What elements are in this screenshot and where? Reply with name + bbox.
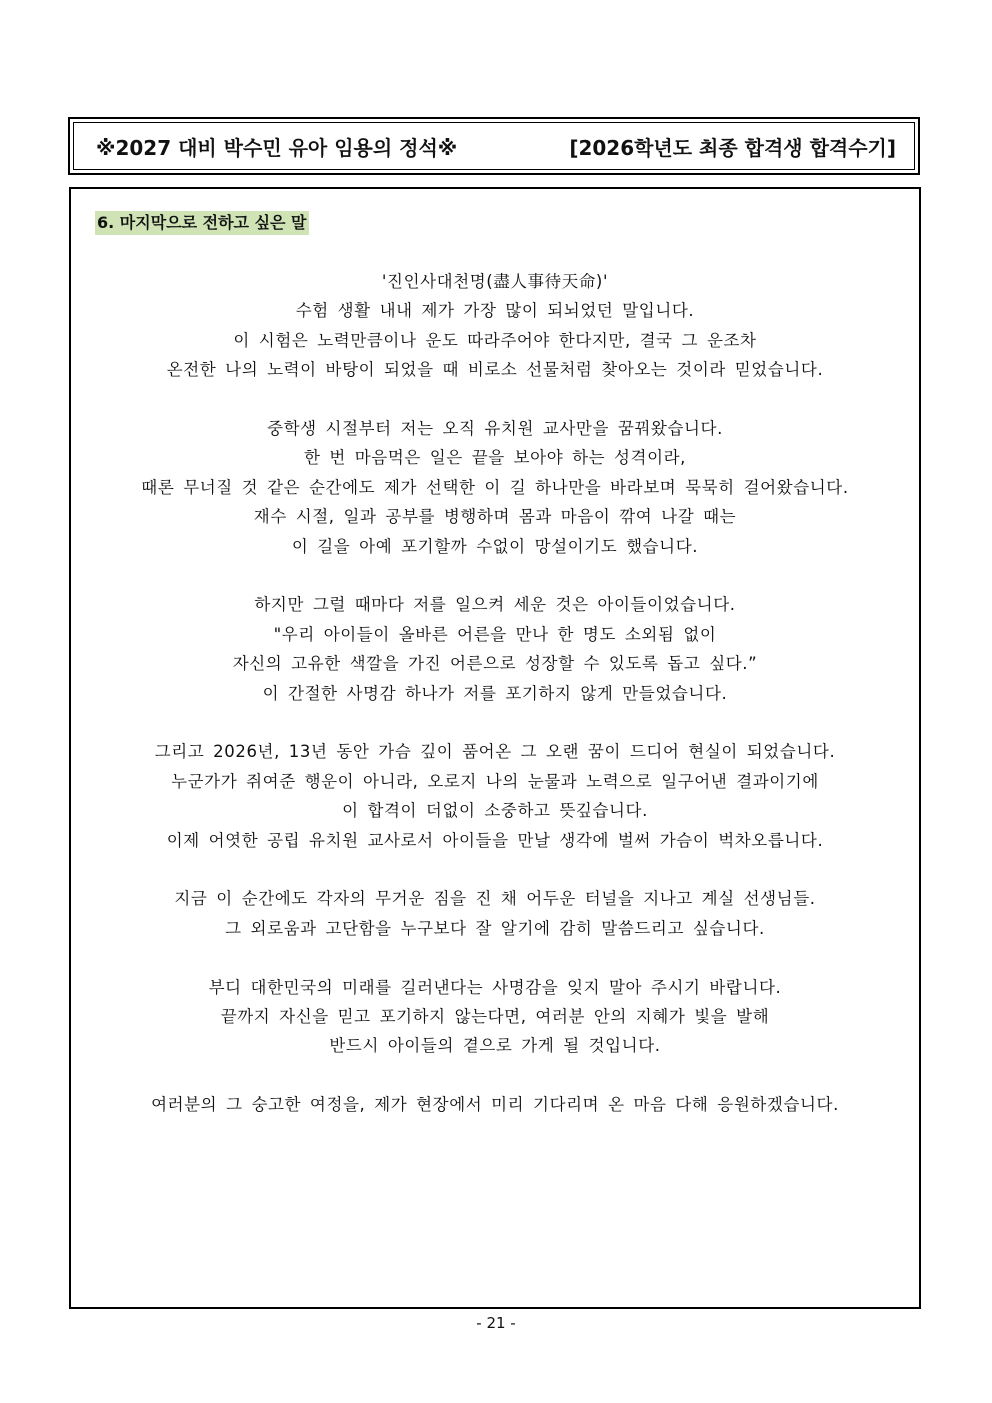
text-line: 온전한 나의 노력이 바탕이 되었을 때 비로소 선물처럼 찾아오는 것이라 믿었습니다. <box>166 360 824 380</box>
paragraph <box>71 1090 919 1119</box>
text-line: 이 간절한 사명감 하나가 저를 포기하지 않게 만들었습니다. <box>262 683 728 703</box>
text-line: 그 외로움과 고단함을 누구보다 잘 알기에 감히 말씀드리고 싶습니다. <box>225 918 765 938</box>
paragraph <box>71 973 919 1061</box>
text-line: 이 길을 아예 포기할까 수없이 망설이기도 했습니다. <box>291 536 699 556</box>
text-line: 한 번 마음먹은 일은 끝을 보아야 하는 성격이라, <box>304 448 686 468</box>
content-box <box>69 187 921 1309</box>
text-line: 수험 생활 내내 제가 가장 많이 되뇌었던 말입니다. <box>295 301 695 321</box>
paragraph <box>71 267 919 385</box>
paragraph <box>71 737 919 855</box>
text-line: 지금 이 순간에도 각자의 무거운 짐을 진 채 어두운 터널을 지나고 계실 선생님들. <box>174 889 816 909</box>
header-inner-border <box>73 122 915 170</box>
text-line: 재수 시절, 일과 공부를 병행하며 몸과 마음이 깎여 나갈 때는 <box>253 507 737 527</box>
paragraph <box>71 884 919 943</box>
text-line: 끝까지 자신을 믿고 포기하지 않는다면, 여러분 안의 지혜가 빛을 발해 <box>220 1007 770 1027</box>
section-heading: 6. 마지막으로 전하고 싶은 말 <box>95 211 309 235</box>
paragraph <box>71 414 919 561</box>
text-line: 이제 어엿한 공립 유치원 교사로서 아이들을 만날 생각에 벌써 가슴이 벅차오릅니다. <box>166 830 824 850</box>
text-line: 그리고 2026년, 13년 동안 가슴 깊이 품어온 그 오랜 꿈이 드디어 현실이 되었습니다. <box>154 742 836 762</box>
text-line: 여러분의 그 숭고한 여정을, 제가 현장에서 미리 기다리며 온 마음 다해 응원하겠습니다. <box>151 1095 839 1115</box>
text-line: 누군가가 쥐여준 행운이 아니라, 오로지 나의 눈물과 노력으로 일구어낸 결과이기에 <box>171 771 819 791</box>
paragraph <box>71 590 919 708</box>
text-line: 중학생 시절부터 저는 오직 유치원 교사만을 꿈꿔왔습니다. <box>267 419 723 439</box>
text-line: 이 합격이 더없이 소중하고 뜻깊습니다. <box>342 801 648 821</box>
text-line: 자신의 고유한 색깔을 가진 어른으로 성장할 수 있도록 돕고 싶다.” <box>232 654 758 674</box>
text-line: 부디 대한민국의 미래를 길러낸다는 사명감을 잊지 말아 주시기 바랍니다. <box>208 977 782 997</box>
document-header <box>68 117 920 175</box>
text-line: 하지만 그럴 때마다 저를 일으켜 세운 것은 아이들이었습니다. <box>254 595 736 615</box>
text-line: 반드시 아이들의 곁으로 가게 될 것입니다. <box>329 1036 661 1056</box>
header-left-title: ※2027 대비 박수민 유아 임용의 정석※ <box>96 135 458 160</box>
text-line: "우리 아이들이 올바른 어른을 만나 한 명도 소외됨 없이 <box>273 624 717 644</box>
text-line: '진인사대천명(盡人事待天命)' <box>381 272 609 291</box>
text-line: 때론 무너질 것 같은 순간에도 제가 선택한 이 길 하나만을 바라보며 묵묵히 걸어왔습니다. <box>141 477 849 497</box>
text-line: 이 시험은 노력만큼이나 운도 따라주어야 한다지만, 결국 그 운조차 <box>233 330 757 350</box>
header-right-title: [2026학년도 최종 합격생 합격수기] <box>569 135 896 160</box>
page-number: - 21 - <box>476 1314 516 1332</box>
body-text <box>71 267 919 1149</box>
